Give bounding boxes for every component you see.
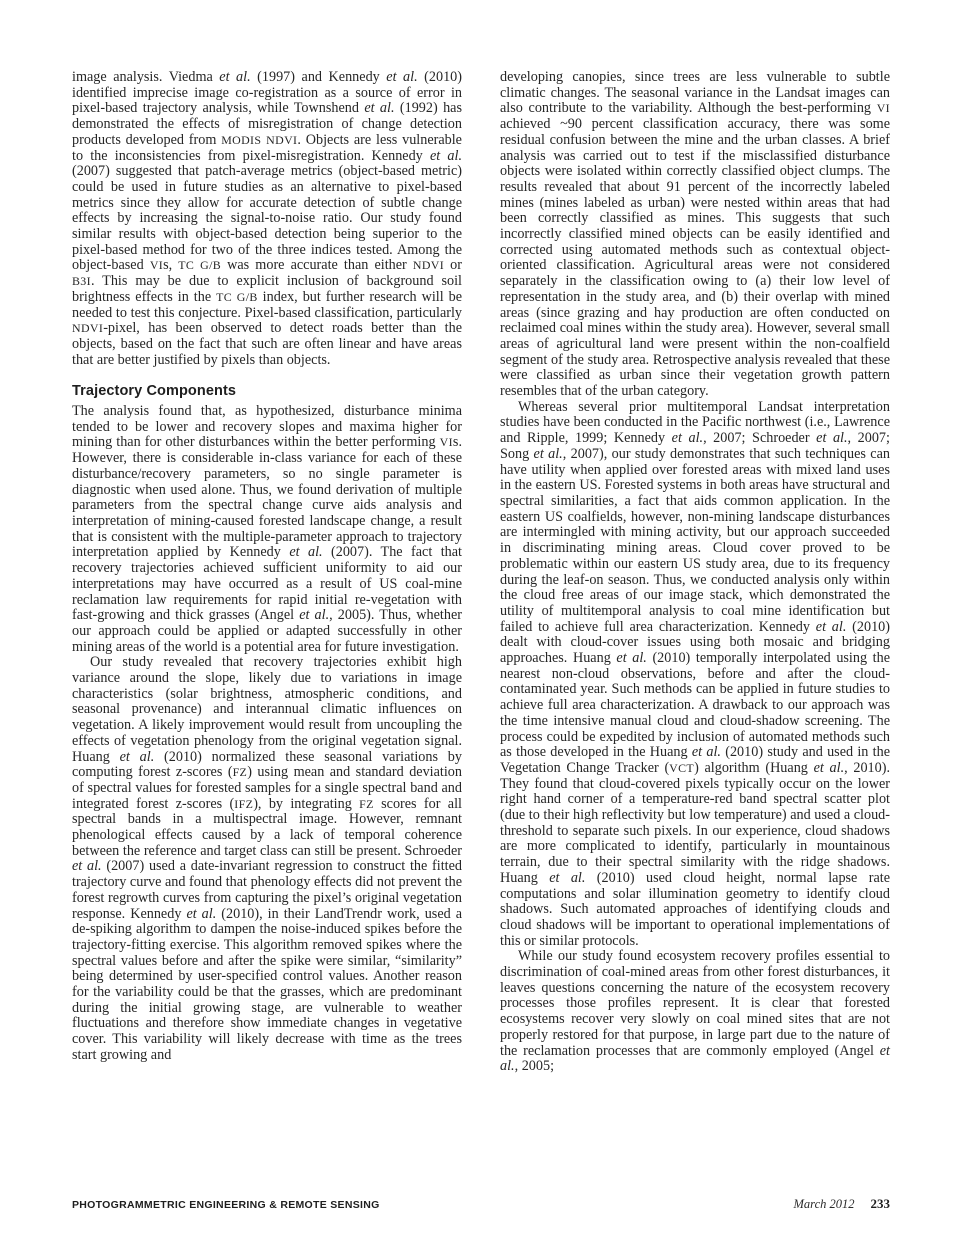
page-footer (72, 1195, 890, 1213)
section-heading-trajectory-components: Trajectory Components (72, 383, 237, 400)
paragraph: Our study revealed that recovery trajectories exhibit high variance around the slope, likely due to variations in image characteristics (solar brightness, atmospheric conditions, and seasonal provenance) and interannual climatic influences on vegetation. A likely improvement would result from uncoupling the effects of vegetation phenology from the original vegetation signal. Huang et al. (2010) normalized these seasonal variations by computing forest z-scores (FZ) using mean and standard deviation of spectral values for forested samples for a single spectral band and integrated forest z-scores (IFZ), by integrating FZ scores for all spectral bands in a multispectral image. However, remnant phenological effects caused by a lack of temporal coherence between the reference and target class can still be present. Schroeder et al. (2007) used a date-invariant regression to construct the fitted trajectory curve and found that phenology effects did not prevent the forest regrowth curves from capturing the pixel’s original vegetation response. Kennedy et al. (2010), in their LandTrendr work, used a de-spiking algorithm to dampen the noise-induced spikes before the trajectory-fitting exercise. This algorithm removed spikes where the spectral values before and after the spike were similar, “similarity” being determined by user-specified control values. Another reason for the variability could be that the grasses, which are predominant during the initial growing stage, are vulnerable to weather fluctuations and therefore show immediate changes in vegetative cover. This variability will likely decrease with time as the trees start growing and (72, 654, 463, 1063)
journal-name: PHOTOGRAMMETRIC ENGINEERING & REMOTE SENSING (72, 1199, 380, 1211)
paragraph: While our study found ecosystem recovery profiles essential to discrimination of coal-mined areas from other forest disturbances, it leaves questions concerning the nature of the ecosystem recovery processes those profiles represent. It is clear that forested ecosystems recover very slowly on coal mined sites that are not properly restored for that purpose, in large part due to the nature of the reclamation processes that are commonly employed (Angel et al., 2005; (500, 948, 890, 1075)
paragraph: developing canopies, since trees are less vulnerable to subtle climatic changes. The seasonal variance in the Landsat images can also contribute to the variability. Although the best-performing VI achieved ~90 percent classification accuracy, there was some residual confusion between the mine and the urban classes. A brief analysis was carried out to test if the misclassified disturbance objects were isolated within correctly classified object clumps. The results revealed that about 91 percent of the incorrectly labeled mines (mines labeled as urban) were nested within areas that had been correctly classified as mines. This suggests that such incorrectly classified mined objects can be easily identified and corrected using automated methods such as contextual object-oriented classification. Agricultural areas were not considered separately in the classification owing to (a) their low level of representation in the study area, and (b) their overlap with mined areas (since grazing and hay production are often conducted on reclaimed coal mines within the study area). However, several small areas of agricultural land were present within the non-coalfield segment of the study area. Retrospective analysis revealed that these were classified as urban since their vegetation growth pattern resembles that of the urban category. (500, 69, 890, 400)
issue-date: March 2012 (793, 1197, 855, 1211)
footer-issue-block (794, 1195, 891, 1213)
left-column (72, 70, 462, 1075)
page-number: 233 (870, 1196, 890, 1211)
paragraph: image analysis. Viedma et al. (1997) and Kennedy et al. (2010) identified imprecise image co-registration as a source of error in pixel-based trajectory analysis, while Townshend et al. (1992) has demonstrated the effects of misregistration of change detection products developed from MODIS NDVI. Objects are less vulnerable to the inconsistencies from pixel-misregistration. Kennedy et al. (2007) suggested that patch-average metrics (object-based metric) could be used in future studies as an alternative to pixel-based metrics since they allow for accurate detection of subtle change effects by increasing the signal-to-noise ratio. Our study found similar results with object-based detection being superior to the pixel-based method for two of the three indices tested. Among the object-based VIs, TC G/B was more accurate than either NDVI or B3I. This may be due to explicit inclusion of background soil brightness effects in the TC G/B index, but further research will be needed to test this conjecture. Pixel-based classification, particularly NDVI-pixel, has been observed to detect roads better than the objects, based on the fact that such are often linear and have areas that are better justified by pixels than objects. (72, 69, 463, 368)
right-column (500, 70, 890, 1075)
paragraph: Whereas several prior multitemporal Landsat interpretation studies have been conducted in the Pacific northwest (i.e., Lawrence and Ripple, 1999; Kennedy et al., 2007; Schroeder et al., 2007; Song et al., 2007), our study demonstrates that such techniques can have utility when applied over forested areas with mixed land uses in the eastern US. Forested systems in both areas have structural and spectral similarities, a fact that aids common application. In the eastern US coalfields, however, non-mining landscape disturbances are intermingled with mining activity, but our approach succeeded in discriminating mining areas. Cloud cover proved to be problematic within our eastern US study area, due to its frequency during the leaf-on season. Thus, we conducted analysis only within the cloud free areas of our image stack, which demonstrated the utility of multitemporal analysis to coal mine identification but failed to achieve full area characterization. Kennedy et al. (2010) dealt with cloud-cover issues using both mosaic and bridging approaches. Huang et al. (2010) temporally interpolated using the nearest non-cloud observations, before and after the cloud-contaminated year. Such methods can be applied in future studies to achieve full area characterization. A drawback to our approach was the time intensive manual cloud and cloud-shadow screening. The process could be expedited by inclusion of automated methods such as those developed in the Huang et al. (2010) study and used in the Vegetation Change Tracker (VCT) algorithm (Huang et al., 2010). They found that cloud-covered pixels typically occur on the lower right hand corner of a temperature-red band spectral scatter plot (due to their high reflectivity but low temperature) and used a cloud-threshold to separate such pixels. In our experience, cloud shadows are more complicated to identify, particularly in mountainous terrain, due to their spectral similarity with the ridge shadows. Huang et al. (2010) used cloud height, normal lapse rate computations and solar illumination geometry to identify cloud shadows. Such automated approaches of identifying clouds and cloud shadows will be important to operational implementations of this or similar protocols. (500, 398, 891, 949)
article-body (72, 70, 890, 1075)
paragraph: The analysis found that, as hypothesized, disturbance minima tended to be lower and recovery slopes and maxima higher for mining than for other disturbances within the better performing VIs. However, there is considerable in-class variance for each of these disturbance/recovery parameters, so no single parameter is diagnostic when used alone. Thus, we found derivation of multiple parameters from the spectral change curve aids analysis and interpretation of mining-caused forested landscape change, a result that is consistent with the multiple-parameter approach to trajectory interpretation applied by Kennedy et al. (2007). The fact that recovery trajectories achieved sufficient uniformity to aid our interpretations may have occurred as a result of US coal-mine reclamation law requirements for rapid initial re-vegetation with fast-growing and thick grasses (Angel et al., 2005). Thus, whether our approach could be applied or adapted successfully in other mining areas of the world is a potential area for future investigation. (72, 403, 462, 655)
